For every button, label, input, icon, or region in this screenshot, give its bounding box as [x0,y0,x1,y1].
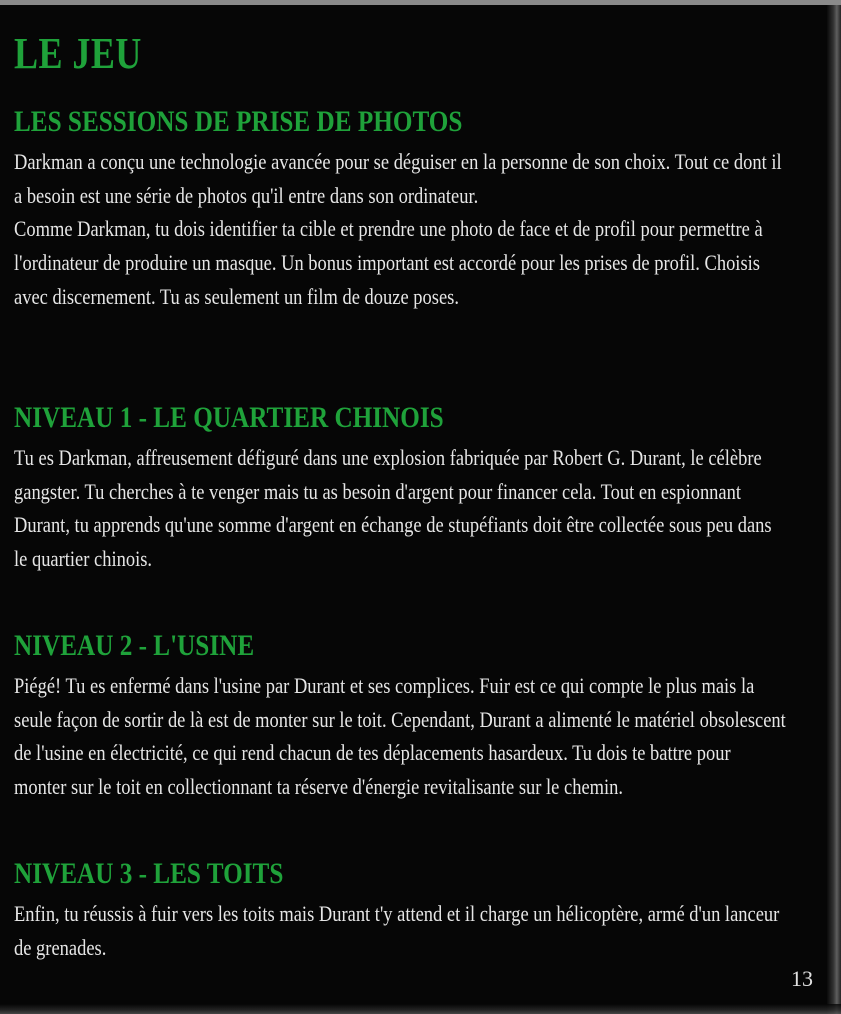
section-body [14,897,787,965]
section-body [14,441,787,609]
section-photo-sessions [14,105,804,381]
section-body [14,145,787,381]
page-edge-bottom [0,1004,841,1014]
paragraph: Darkman a conçu une technologie avancée pour se déguiser en la personne de son choix. Tout ce dont il a besoin est une série de photos qu'il entre dans son ordinateur. [14,149,782,208]
section-body [14,669,787,837]
section-level-3 [14,857,804,965]
section-level-1 [14,401,804,609]
paragraph: Tu es Darkman, affreusement défiguré dans une explosion fabriquée par Robert G. Durant, le célèbre gangster. Tu cherches à te venger mais tu as besoin d'argent pour financer cela. Tout en espionnant Durant, tu apprends qu'une somme d'argent en échange de stupéfiants doit être collectée sous peu dans le quartier chinois. [14,445,772,572]
page-content [14,29,804,985]
paragraph: Piégé! Tu es enfermé dans l'usine par Durant et ses complices. Fuir est ce qui compte le plus mais la seule façon de sortir de là est de monter sur le toit. Cependant, Durant a alimenté le matériel obsolescent de l'usine en électricité, ce qui rend chacun de tes déplacements hasardeux. Tu dois te battre pour monter sur le toit en collectionnant ta réserve d'énergie revitalisante sur le chemin. [14,673,786,800]
page-number: 13 [791,966,813,991]
section-heading: NIVEAU 3 - LES TOITS [14,857,284,890]
section-heading: LES SESSIONS DE PRISE DE PHOTOS [14,105,463,138]
paragraph: Comme Darkman, tu dois identifier ta cible et prendre une photo de face et de profil pour permettre à l'ordinateur de produire un masque. Un bonus important est accordé pour les prises de profil. Choisis avec discernement. Tu as seulement un film de douze poses. [14,216,763,309]
paragraph: Enfin, tu réussis à fuir vers les toits mais Durant t'y attend et il charge un hélicoptère, armé d'un lanceur de grenades. [14,901,780,960]
page-edge-right [827,5,841,1014]
section-heading: NIVEAU 1 - LE QUARTIER CHINOIS [14,401,444,434]
page-title: LE JEU [14,29,142,78]
section-level-2 [14,629,804,837]
section-heading: NIVEAU 2 - L'USINE [14,629,255,662]
